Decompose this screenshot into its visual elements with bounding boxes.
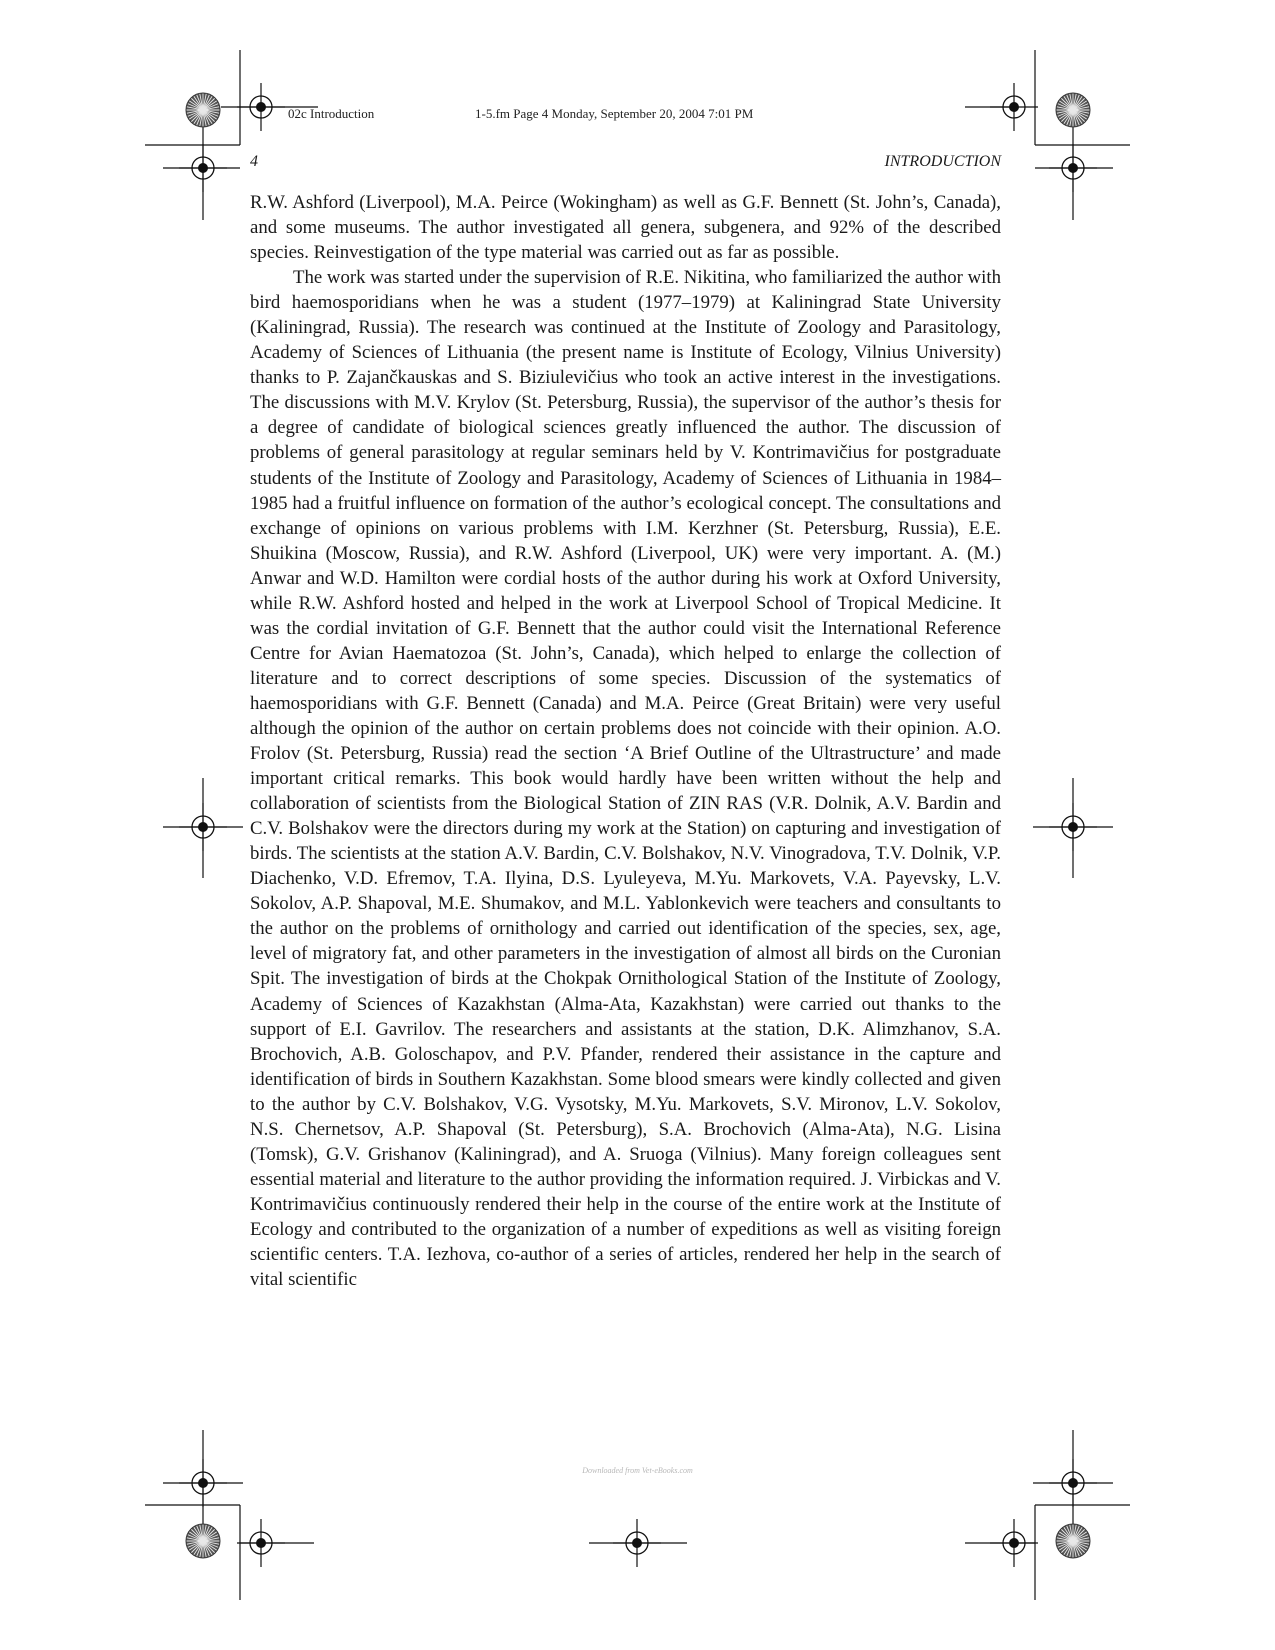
paragraph: R.W. Ashford (Liverpool), M.A. Peirce (Wokingham) as well as G.F. Bennett (St. John’s, Canada), and some museums. The author investigated all genera, subgenera, and 92% of the described species. Reinvestigation of the type material was carried out as far as possible.: [250, 192, 1001, 264]
star-target-mark: [1056, 93, 1090, 127]
slug-page-info: 1-5.fm Page 4 Monday, September 20, 2004 7:01 PM: [475, 106, 754, 121]
running-head-title: INTRODUCTION: [884, 153, 1001, 170]
star-target-mark: [186, 93, 220, 127]
body-text: [250, 190, 1001, 1292]
paragraph: The work was started under the supervision of R.E. Nikitina, who familiarized the author with bird haemosporidians when he was a student (1977–1979) at Kaliningrad State University (Kaliningrad, Russia). The research was continued at the Institute of Zoology and Parasitology, Academy of Sciences of Lithuania (the present name is Institute of Ecology, Vilnius University) thanks to P. Zajančkauskas and S. Biziulevičius who took an active interest in the investigations. The discussions with M.V. Krylov (St. Petersburg, Russia), the supervisor of the author’s thesis for a degree of candidate of biological sciences greatly influenced the author. The discussion of problems of general parasitology at regular seminars held by V. Kontrimavičius for postgraduate students of the Institute of Zoology and Parasitology, Academy of Sciences of Lithuania in 1984–1985 had a fruitful influence on formation of the author’s ecological concept. The consultations and exchange of opinions on various problems with I.M. Kerzhner (St. Petersburg, Russia), E.E. Shuikina (Moscow, Russia), and R.W. Ashford (Liverpool, UK) were very important. A. (M.) Anwar and W.D. Hamilton were cordial hosts of the author during his work at Oxford University, while R.W. Ashford hosted and helped in the work at Liverpool School of Tropical Medicine. It was the cordial invitation of G.F. Bennett that the author could visit the International Reference Centre for Avian Haematozoa (St. John’s, Canada), which helped to enlarge the collection of literature and to correct descriptions of some species. Discussion of the systematics of haemosporidians with G.F. Bennett (Canada) and M.A. Peirce (Great Britain) were very useful although the opinion of the author on certain problems does not coincide with their opinion. A.O. Frolov (St. Petersburg, Russia) read the section ‘A Brief Outline of the Ultrastructure’ and made important critical remarks. This book would hardly have been written without the help and collaboration of scientists from the Biological Station of ZIN RAS (V.R. Dolnik, A.V. Bardin and C.V. Bolshakov were the directors during my work at the Station) on capturing and investigation of birds. The scientists at the station A.V. Bardin, C.V. Bolshakov, N.V. Vinogradova, T.V. Dolnik, V.P. Diachenko, V.D. Efremov, T.A. Ilyina, D.S. Lyuleyeva, M.Yu. Markovets, V.A. Payevsky, L.V. Sokolov, A.P. Shapoval, M.E. Shumakov, and M.L. Yablonkevich were teachers and consultants to the author on the problems of ornithology and carried out identification of the species, sex, age, level of migratory fat, and other parameters in the investigation of almost all birds on the Curonian Spit. The investigation of birds at the Chokpak Ornithological Station of the Institute of Zoology, Academy of Sciences of Kazakhstan (Alma-Ata, Kazakhstan) were carried out thanks to the support of E.I. Gavrilov. The researchers and assistants at the station, D.K. Alimzhanov, S.A. Brochovich, A.B. Goloschapov, and P.V. Pfander, rendered their assistance in the capture and identification of birds in Southern Kazakhstan. Some blood smears were kindly collected and given to the author by C.V. Bolshakov, V.G. Vysotsky, M.Yu. Markovets, S.V. Mironov, L.V. Sokolov, N.S. Chernetsov, A.P. Shapoval (St. Petersburg), S.A. Brochovich (Alma-Ata), N.G. Lisina (Tomsk), G.V. Grishanov (Kaliningrad), and A. Sruoga (Vilnius). Many foreign colleagues sent essential material and literature to the author providing the information required. J. Virbickas and V. Kontrimavičius continuously rendered their help in the course of the entire work at the Institute of Ecology and contributed to the organization of a number of expeditions as well as visiting foreign scientific centers. T.A. Iezhova, co-author of a series of articles, rendered her help in the search of vital scientific: [250, 267, 1001, 1291]
slug-filename: 02c Introduction: [288, 106, 375, 121]
watermark: Downloaded from Vet-eBooks.com: [582, 1466, 693, 1475]
star-target-mark: [1056, 1524, 1090, 1558]
star-target-mark: [186, 1524, 220, 1558]
page-number: 4: [250, 153, 258, 170]
